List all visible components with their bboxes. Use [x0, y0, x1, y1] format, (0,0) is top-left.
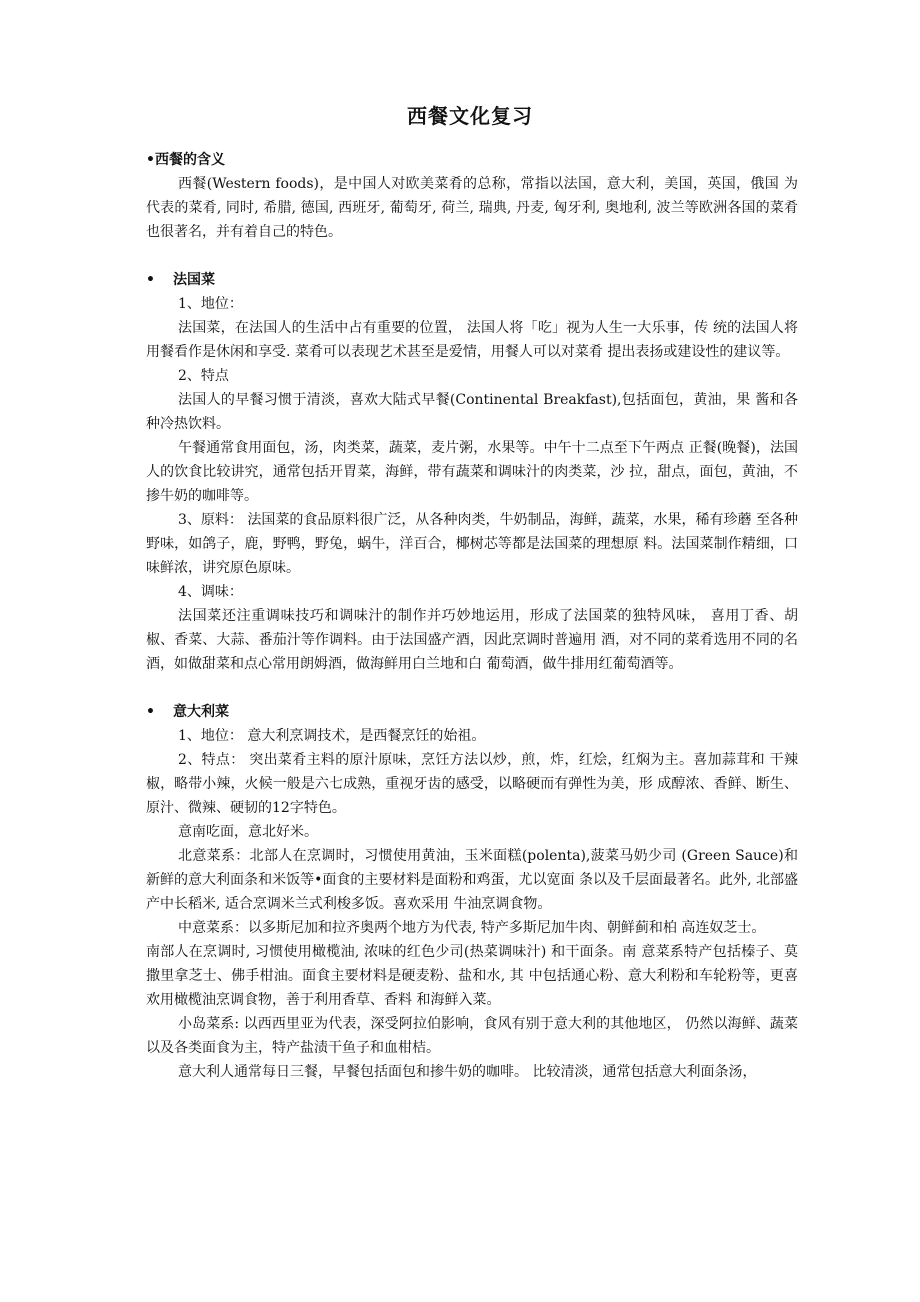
section-heading-text: 法国菜	[173, 272, 215, 288]
subheading: 1、地位：	[178, 296, 243, 312]
paragraph: 意南吃面，意北好米。	[178, 824, 318, 840]
section-heading-text: 意大利菜	[173, 704, 229, 720]
section-heading-french-cuisine	[146, 268, 798, 292]
paragraph: 南部人在烹调时, 习惯使用橄榄油, 浓味的红色少司(热菜调味汁) 和干面条。南 意菜系特产包括榛子、莫撒里拿芝士、佛手柑油。面食主要材料是硬麦粉、盐和水, 其 中包括通心粉、意大利粉和车轮粉等，更喜欢用橄榄油烹调食物，善于利用香草、香料 和海鲜入菜。	[146, 944, 798, 1008]
paragraph: 2、特点： 突出菜肴主料的原汁原味，烹饪方法以炒，煎，炸，红烩，红焖为主。喜加蒜茸和 干辣椒，略带小辣，火候一般是六七成熟，重视牙齿的感受，以略硬而有弹性为美，形 成醇浓、香鲜、断生、原汁、微辣、硬韧的12字特色。	[146, 752, 798, 816]
paragraph: 西餐(Western foods)，是中国人对欧美菜肴的总称，常指以法国，意大利，美国，英国，俄国 为代表的菜肴, 同时, 希腊, 德国, 西班牙, 葡萄牙, 荷兰, 瑞典, 丹麦, 匈牙利, 奥地利, 波兰等欧洲各国的菜肴也很著名，并有着自己的特色。	[146, 176, 798, 240]
paragraph: 小岛菜系: 以西西里亚为代表，深受阿拉伯影响，食风有别于意大利的其他地区， 仍然以海鲜、蔬菜以及各类面食为主，特产盐渍干鱼子和血柑桔。	[146, 1016, 798, 1056]
bullet-icon: •	[146, 272, 155, 288]
bullet-icon: •	[146, 704, 155, 720]
paragraph: 1、地位： 意大利烹调技术，是西餐烹饪的始祖。	[178, 728, 486, 744]
subheading: 4、调味：	[178, 584, 243, 600]
paragraph: 意大利人通常每日三餐，早餐包括面包和掺牛奶的咖啡。 比较清淡，通常包括意大利面条汤，	[178, 1064, 757, 1080]
paragraph: 法国菜，在法国人的生活中占有重要的位置， 法国人将「吃」视为人生一大乐事，传 统的法国人将用餐看作是休闲和享受. 菜肴可以表现艺术甚至是爱情，用餐人可以对菜肴 提出表扬或建设性的建议等。	[146, 320, 798, 360]
paragraph: 3、原料： 法国菜的食品原料很广泛，从各种肉类，牛奶制品，海鲜，蔬菜，水果，稀有珍蘑 至各种野味，如鸽子，鹿，野鸭，野兔，蜗牛，洋百合，椰树芯等都是法国菜的理想原 料。法国菜制作精细，口味鲜浓，讲究原色原味。	[146, 512, 798, 576]
subheading: 2、特点	[178, 368, 229, 384]
document-body	[146, 148, 798, 1084]
section-heading-italian-cuisine	[146, 700, 798, 724]
page-title: 西餐文化复习	[407, 104, 533, 128]
paragraph: 北意菜系：北部人在烹调时，习惯使用黄油，玉米面糕(polenta),菠菜马奶少司 (Green Sauce)和新鲜的意大利面条和米饭等•面食的主要材料是面粉和鸡蛋，尤以宽面 条以及千层面最著名。此外, 北部盛产中长稻米, 适合烹调米兰式利梭多饭。喜欢采用 牛油烹调食物。	[146, 848, 798, 912]
paragraph: 中意菜系：以多斯尼加和拉齐奥两个地方为代表, 特产多斯尼加牛肉、朝鲜蓟和柏 高连奴芝士。	[178, 920, 766, 936]
paragraph: 法国人的早餐习惯于清淡，喜欢大陆式早餐(Continental Breakfast),包括面包，黄油，果 酱和各种冷热饮料。	[146, 392, 798, 432]
section-heading-western-food-meaning: •西餐的含义	[146, 152, 225, 168]
paragraph: 法国菜还注重调味技巧和调味汁的制作并巧妙地运用，形成了法国菜的独特风味， 喜用丁香、胡椒、香菜、大蒜、番茄汁等作调料。由于法国盛产酒，因此烹调时普遍用 酒，对不同的菜肴选用不同的名酒，如做甜菜和点心常用朗姆酒，做海鲜用白兰地和白 葡萄酒，做牛排用红葡萄酒等。	[146, 608, 798, 672]
paragraph: 午餐通常食用面包，汤，肉类菜，蔬菜，麦片粥，水果等。中午十二点至下午两点 正餐(晚餐)，法国人的饮食比较讲究，通常包括开胃菜，海鲜，带有蔬菜和调味汁的肉类菜，沙 拉，甜点，面包，黄油，不掺牛奶的咖啡等。	[146, 440, 798, 504]
